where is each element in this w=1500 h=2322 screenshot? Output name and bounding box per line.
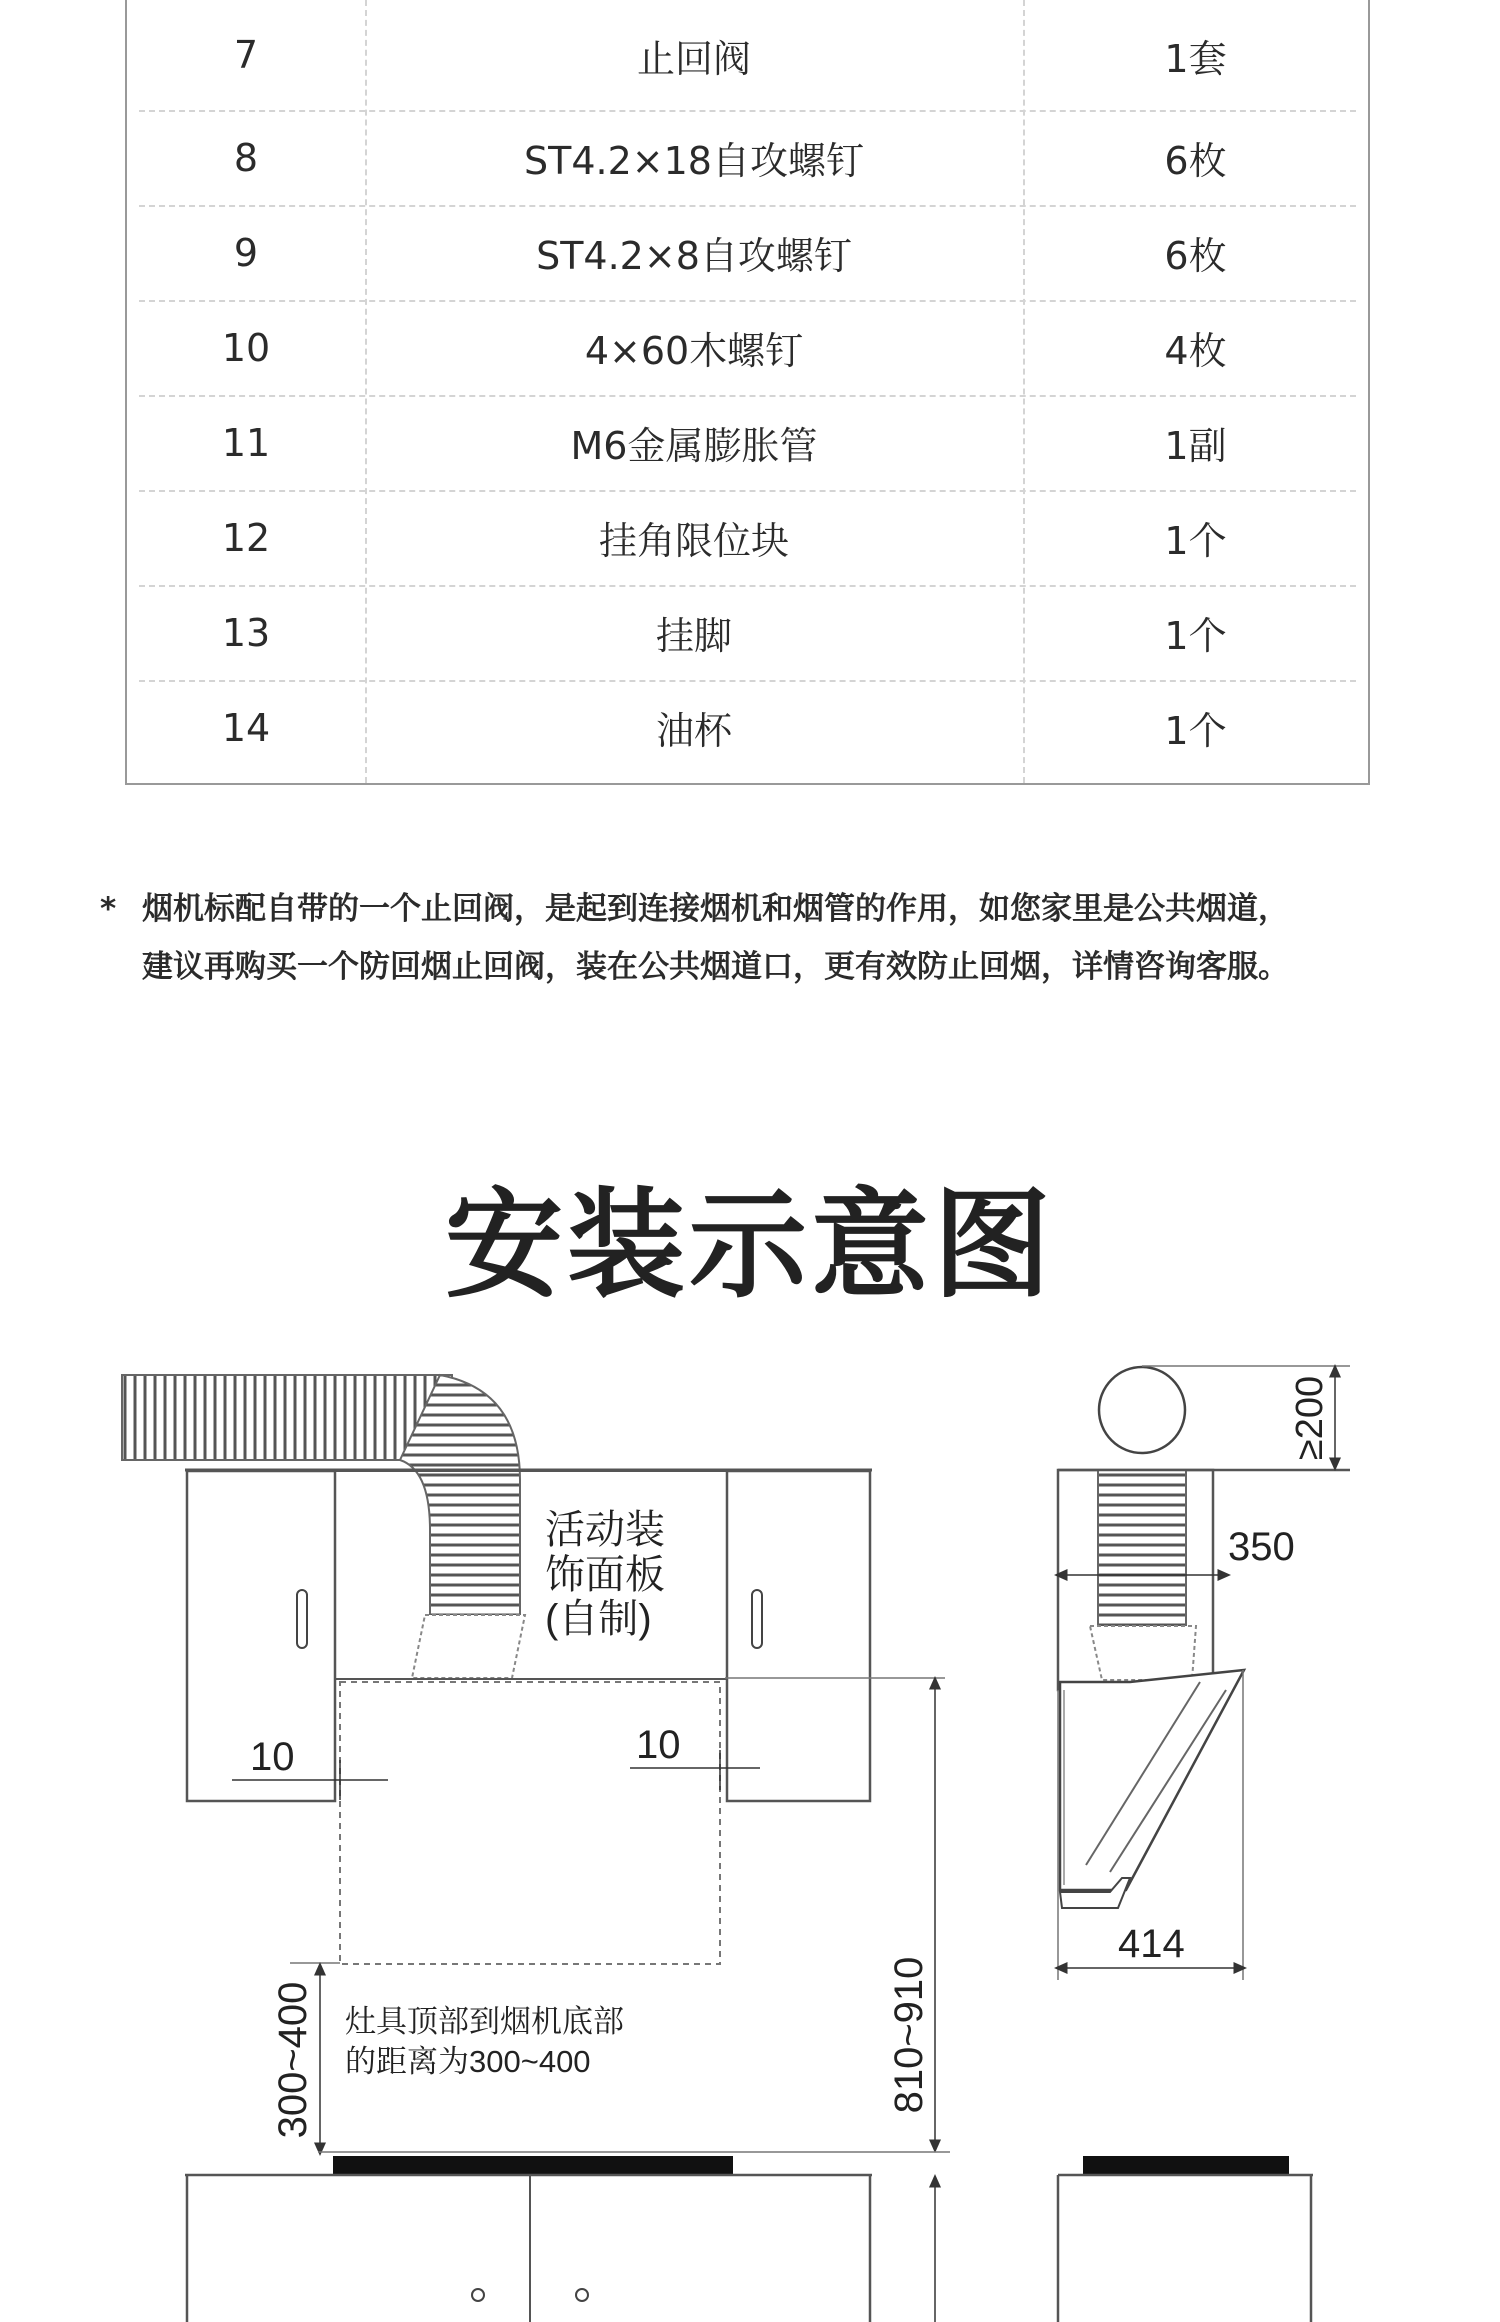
part-number: 14 xyxy=(221,705,271,750)
part-name: 止回阀 xyxy=(636,36,751,81)
dim-right-gap: 10 xyxy=(636,1723,681,1767)
table-row xyxy=(127,680,1368,775)
part-quantity: 1副 xyxy=(1164,424,1227,468)
side-duct-collar xyxy=(1090,1626,1196,1680)
duct-circle xyxy=(1099,1367,1185,1453)
side-view xyxy=(1058,1366,1350,2322)
section-title: 安装示意图 xyxy=(444,1176,1055,1314)
side-stove xyxy=(1083,2156,1289,2174)
part-name: M6金属膨胀管 xyxy=(570,424,818,468)
panel-label-line-2: 饰面板 xyxy=(545,1553,665,1597)
part-name: 挂角限位块 xyxy=(598,519,789,563)
table-row xyxy=(127,585,1368,680)
part-quantity: 1个 xyxy=(1164,614,1227,658)
part-quantity: 6枚 xyxy=(1164,139,1227,183)
column-divider xyxy=(1023,0,1025,783)
table-row xyxy=(127,490,1368,585)
part-quantity: 1个 xyxy=(1164,519,1227,563)
panel-label-line-1: 活动装 xyxy=(545,1508,665,1552)
dim-height-range: 810~910 xyxy=(887,1956,931,2114)
left-cabinet-handle xyxy=(297,1590,307,1648)
stove-note-line-2: 的距离为300~400 xyxy=(345,2044,591,2079)
part-quantity: 4枚 xyxy=(1164,329,1227,373)
dim-stove-range: 300~400 xyxy=(271,1981,315,2139)
table-row xyxy=(127,110,1368,205)
table-row xyxy=(127,0,1368,110)
part-number: 10 xyxy=(221,325,271,370)
part-quantity: 6枚 xyxy=(1164,234,1227,278)
note-line-1: 烟机标配自带的一个止回阀，是起到连接烟机和烟管的作用，如您家里是公共烟道， xyxy=(142,891,1289,927)
stove-note-line-1: 灶具顶部到烟机底部 xyxy=(345,2004,624,2039)
part-quantity: 1套 xyxy=(1164,36,1227,81)
right-cabinet-handle xyxy=(752,1590,762,1648)
duct-collar xyxy=(412,1615,525,1678)
dim-left-gap: 10 xyxy=(250,1735,295,1779)
dim-depth: 350 xyxy=(1228,1525,1295,1569)
decorative-panel xyxy=(335,1471,727,1679)
part-number: 12 xyxy=(221,515,271,560)
part-number: 9 xyxy=(233,230,259,275)
note-asterisk: * xyxy=(100,891,117,927)
part-name: ST4.2×18自攻螺钉 xyxy=(524,139,864,183)
part-name: 油杯 xyxy=(655,709,732,753)
panel-label-line-3: (自制) xyxy=(545,1597,652,1641)
part-quantity: 1个 xyxy=(1164,709,1227,753)
horizontal-duct-hose xyxy=(122,1375,452,1460)
table-row xyxy=(127,205,1368,300)
part-name: 4×60木螺钉 xyxy=(584,329,804,373)
side-range-hood xyxy=(1060,1670,1244,1890)
note-line-2: 建议再购买一个防回烟止回阀，装在公共烟道口，更有效防止回烟，详情咨询客服。 xyxy=(142,949,1289,985)
right-wall-cabinet xyxy=(727,1471,870,1801)
table-row xyxy=(127,300,1368,395)
part-number: 13 xyxy=(221,610,271,655)
part-name: ST4.2×8自攻螺钉 xyxy=(536,234,852,278)
part-name: 挂脚 xyxy=(655,614,732,658)
part-number: 8 xyxy=(233,135,259,180)
column-divider xyxy=(365,0,367,783)
part-number: 7 xyxy=(233,33,259,77)
dim-top-clearance: ≥200 xyxy=(1289,1375,1331,1461)
vertical-duct-hose xyxy=(1098,1470,1186,1630)
dim-width: 414 xyxy=(1118,1922,1185,1966)
parts-table xyxy=(125,0,1370,785)
front-view xyxy=(122,1375,950,2322)
stove xyxy=(333,2156,733,2174)
part-number: 11 xyxy=(221,420,271,465)
table-row xyxy=(127,395,1368,490)
installation-diagram xyxy=(0,1360,1500,2322)
